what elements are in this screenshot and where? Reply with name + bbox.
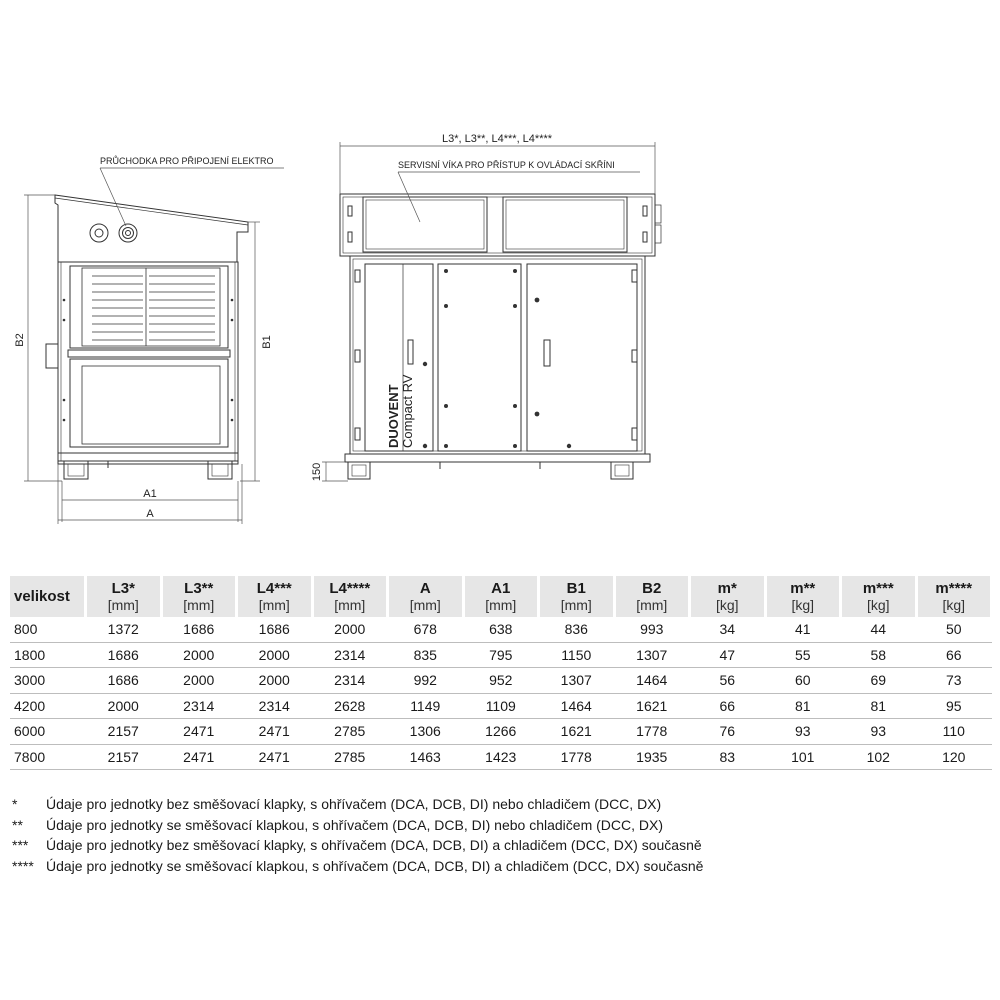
table-cell: 2314 (161, 693, 237, 719)
footnote-1 (12, 794, 912, 815)
table-cell: 2471 (237, 744, 313, 770)
table-cell: 69 (841, 668, 917, 694)
header-m-star: m* [kg] (690, 576, 766, 617)
table-cell: 2785 (312, 744, 388, 770)
table-cell: 3000 (10, 668, 86, 694)
table-cell: 93 (841, 719, 917, 745)
table-cell: 93 (765, 719, 841, 745)
header-m-2star: m** [kg] (765, 576, 841, 617)
table-row (10, 719, 992, 745)
table-cell: 835 (388, 642, 464, 668)
table-cell: 6000 (10, 719, 86, 745)
table-cell: 993 (614, 617, 690, 642)
dim-label-a: A (146, 508, 154, 520)
table-cell: 1778 (614, 719, 690, 745)
table-cell: 120 (916, 744, 992, 770)
table-cell: 4200 (10, 693, 86, 719)
annotation-power-entry: PRŮCHODKA PRO PŘIPOJENÍ ELEKTRO (100, 156, 274, 166)
annotation-service-covers: SERVISNÍ VÍKA PRO PŘÍSTUP K OVLÁDACÍ SKŘÍNI (398, 160, 615, 170)
header-b1: B1 [mm] (539, 576, 615, 617)
front-view-dimensions (322, 142, 655, 481)
table-cell: 2157 (86, 719, 162, 745)
footnote-mark: **** (12, 857, 34, 874)
table-cell: 1372 (86, 617, 162, 642)
table-cell: 678 (388, 617, 464, 642)
table-cell: 1800 (10, 642, 86, 668)
logo-brand: DUOVENT (386, 384, 401, 448)
footnote-text: Údaje pro jednotky bez směšovací klapky, s ohřívačem (DCA, DCB, DI) a chladičem (DCC, DX) současně (46, 837, 702, 853)
table-cell: 1686 (86, 642, 162, 668)
table-cell: 83 (690, 744, 766, 770)
table-header-row (10, 576, 992, 617)
table-cell: 1463 (388, 744, 464, 770)
table-cell: 2000 (237, 668, 313, 694)
table-cell: 2471 (161, 744, 237, 770)
table-cell: 2628 (312, 693, 388, 719)
table-cell: 2000 (312, 617, 388, 642)
table-cell: 76 (690, 719, 766, 745)
dim-label-length: L3*, L3**, L4***, L4**** (441, 133, 553, 145)
table-cell: 101 (765, 744, 841, 770)
table-cell: 1306 (388, 719, 464, 745)
footnote-3 (12, 835, 912, 856)
table-cell: 1621 (539, 719, 615, 745)
table-cell: 55 (765, 642, 841, 668)
table-cell: 2157 (86, 744, 162, 770)
table-cell: 2314 (312, 642, 388, 668)
dim-label-150: 150 (311, 462, 323, 482)
table-cell: 1109 (463, 693, 539, 719)
table-cell: 95 (916, 693, 992, 719)
table-cell: 1423 (463, 744, 539, 770)
table-cell: 81 (841, 693, 917, 719)
table-cell: 102 (841, 744, 917, 770)
table-cell: 2314 (237, 693, 313, 719)
table-cell: 44 (841, 617, 917, 642)
table-cell: 66 (916, 642, 992, 668)
footnotes (12, 794, 912, 876)
table-cell: 73 (916, 668, 992, 694)
footnote-mark: *** (12, 837, 29, 853)
header-a: A [mm] (388, 576, 464, 617)
table-cell: 2471 (237, 719, 313, 745)
header-b2: B2 [mm] (614, 576, 690, 617)
table-cell: 1307 (614, 642, 690, 668)
table-cell: 58 (841, 642, 917, 668)
table-cell: 1464 (614, 668, 690, 694)
table-cell: 81 (765, 693, 841, 719)
table-cell: 66 (690, 693, 766, 719)
table-cell: 2000 (86, 693, 162, 719)
header-m-4star: m**** [kg] (916, 576, 992, 617)
table-cell: 1778 (539, 744, 615, 770)
table-cell: 7800 (10, 744, 86, 770)
table-cell: 2785 (312, 719, 388, 745)
header-a1: A1 [mm] (463, 576, 539, 617)
table-cell: 2314 (312, 668, 388, 694)
table-row (10, 617, 992, 642)
footnote-mark: ** (12, 816, 23, 833)
header-l3-star: L3* [mm] (86, 576, 162, 617)
table-cell: 41 (765, 617, 841, 642)
footnote-text: Údaje pro jednotky bez směšovací klapky, s ohřívačem (DCA, DCB, DI) nebo chladičem (DCC, DX) (46, 796, 662, 812)
footnote-mark: * (12, 796, 18, 812)
table-cell: 1621 (614, 693, 690, 719)
side-view (46, 195, 248, 479)
table-cell: 1686 (86, 668, 162, 694)
table-cell: 1686 (237, 617, 313, 642)
header-l4-4star: L4**** [mm] (312, 576, 388, 617)
table-cell: 1464 (539, 693, 615, 719)
table-cell: 47 (690, 642, 766, 668)
table-cell: 56 (690, 668, 766, 694)
table-cell: 800 (10, 617, 86, 642)
table-cell: 836 (539, 617, 615, 642)
header-velikost: velikost (10, 576, 86, 617)
table-row (10, 744, 992, 770)
spec-table (10, 576, 993, 770)
table-cell: 1150 (539, 642, 615, 668)
dim-label-a1: A1 (143, 488, 157, 500)
table-cell: 952 (463, 668, 539, 694)
table-cell: 2000 (161, 668, 237, 694)
table-cell: 1307 (539, 668, 615, 694)
table-row (10, 642, 992, 668)
footnote-2 (12, 815, 912, 836)
header-m-3star: m*** [kg] (841, 576, 917, 617)
table-cell: 992 (388, 668, 464, 694)
header-l4-3star: L4*** [mm] (237, 576, 313, 617)
dim-label-b1: B1 (261, 335, 273, 349)
table-cell: 34 (690, 617, 766, 642)
table-cell: 2000 (237, 642, 313, 668)
table-cell: 60 (765, 668, 841, 694)
footnote-text: Údaje pro jednotky se směšovací klapkou, s ohřívačem (DCA, DCB, DI) nebo chladičem (DCC, DX) (46, 816, 663, 833)
dim-label-b2: B2 (14, 333, 26, 347)
table-cell: 2471 (161, 719, 237, 745)
table-row (10, 693, 992, 719)
table-cell: 1935 (614, 744, 690, 770)
table-cell: 795 (463, 642, 539, 668)
footnote-text: Údaje pro jednotky se směšovací klapkou, s ohřívačem (DCA, DCB, DI) a chladičem (DCC, DX) současně (46, 857, 704, 874)
table-cell: 2000 (161, 642, 237, 668)
header-l3-2star: L3** [mm] (161, 576, 237, 617)
table-cell: 1266 (463, 719, 539, 745)
table-cell: 1149 (388, 693, 464, 719)
logo-model: Compact RV (400, 374, 415, 448)
table-cell: 638 (463, 617, 539, 642)
table-row (10, 668, 992, 694)
table-cell: 50 (916, 617, 992, 642)
table-cell: 110 (916, 719, 992, 745)
footnote-4 (12, 856, 912, 877)
table-cell: 1686 (161, 617, 237, 642)
